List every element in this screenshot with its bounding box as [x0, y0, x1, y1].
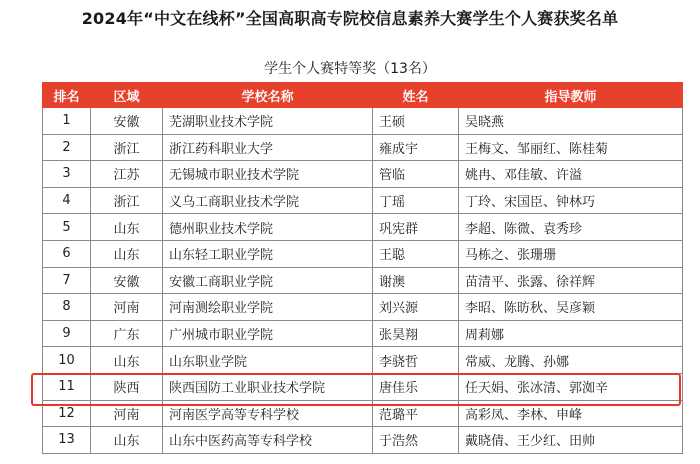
name-cell: 王硕: [373, 108, 459, 135]
advisors-cell: 马栋之、张珊珊: [459, 240, 683, 267]
advisors-cell: 姚冉、邓佳敏、许溢: [459, 161, 683, 188]
column-header-region: 区域: [91, 83, 163, 108]
name-cell: 张昊翔: [373, 320, 459, 347]
table-row: [43, 347, 683, 374]
advisors-cell: 高彩凤、李林、申峰: [459, 400, 683, 427]
school-cell: 陕西国防工业职业技术学院: [163, 373, 373, 400]
school-cell: 安徽工商职业学院: [163, 267, 373, 294]
region-cell: 河南: [91, 400, 163, 427]
rank-cell: 10: [43, 347, 91, 374]
region-cell: 浙江: [91, 187, 163, 214]
name-cell: 唐佳乐: [373, 373, 459, 400]
table-row: [43, 373, 683, 400]
awards-table: [42, 82, 683, 454]
name-cell: 王聪: [373, 240, 459, 267]
advisors-cell: 王梅文、邹丽红、陈桂菊: [459, 134, 683, 161]
table-row: [43, 240, 683, 267]
rank-cell: 4: [43, 187, 91, 214]
region-cell: 山东: [91, 427, 163, 454]
section-title: 学生个人赛特等奖（13名）: [264, 61, 436, 77]
name-cell: 丁瑶: [373, 187, 459, 214]
table-row: [43, 214, 683, 241]
name-cell: 雍成宇: [373, 134, 459, 161]
rank-cell: 13: [43, 427, 91, 454]
school-cell: 义乌工商职业技术学院: [163, 187, 373, 214]
region-cell: 安徽: [91, 267, 163, 294]
advisors-cell: 李超、陈微、袁秀珍: [459, 214, 683, 241]
school-cell: 河南测绘职业学院: [163, 294, 373, 321]
school-cell: 山东中医药高等专科学校: [163, 427, 373, 454]
school-cell: 广州城市职业学院: [163, 320, 373, 347]
region-cell: 河南: [91, 294, 163, 321]
column-header-advisors: 指导教师: [459, 83, 683, 108]
advisors-cell: 常威、龙腾、孙娜: [459, 347, 683, 374]
advisors-cell: 丁玲、宋国臣、钟林巧: [459, 187, 683, 214]
advisors-cell: 苗清平、张露、徐祥辉: [459, 267, 683, 294]
column-header-name: 姓名: [373, 83, 459, 108]
table-row: [43, 427, 683, 454]
table-header-row: [43, 83, 683, 108]
region-cell: 山东: [91, 347, 163, 374]
rank-cell: 11: [43, 373, 91, 400]
region-cell: 陕西: [91, 373, 163, 400]
table-row: [43, 320, 683, 347]
name-cell: 李骁哲: [373, 347, 459, 374]
table-row: [43, 267, 683, 294]
advisors-cell: 任天娟、张冰清、郭洳辛: [459, 373, 683, 400]
school-cell: 德州职业技术学院: [163, 214, 373, 241]
school-cell: 河南医学高等专科学校: [163, 400, 373, 427]
table-row: [43, 161, 683, 188]
column-header-school: 学校名称: [163, 83, 373, 108]
document-title: 2024年“中文在线杯”全国高职高专院校信息素养大赛学生个人赛获奖名单: [81, 9, 619, 28]
rank-cell: 1: [43, 108, 91, 135]
region-cell: 江苏: [91, 161, 163, 188]
table-row: [43, 400, 683, 427]
rank-cell: 6: [43, 240, 91, 267]
rank-cell: 5: [43, 214, 91, 241]
table-row: [43, 134, 683, 161]
table-row: [43, 294, 683, 321]
region-cell: 安徽: [91, 108, 163, 135]
school-cell: 无锡城市职业技术学院: [163, 161, 373, 188]
rank-cell: 3: [43, 161, 91, 188]
rank-cell: 2: [43, 134, 91, 161]
name-cell: 范璐平: [373, 400, 459, 427]
advisors-cell: 吴晓燕: [459, 108, 683, 135]
table-row: [43, 187, 683, 214]
name-cell: 刘兴源: [373, 294, 459, 321]
region-cell: 浙江: [91, 134, 163, 161]
rank-cell: 12: [43, 400, 91, 427]
rank-cell: 8: [43, 294, 91, 321]
column-header-rank: 排名: [43, 83, 91, 108]
school-cell: 山东职业学院: [163, 347, 373, 374]
school-cell: 山东轻工职业学院: [163, 240, 373, 267]
advisors-cell: 周莉娜: [459, 320, 683, 347]
name-cell: 于浩然: [373, 427, 459, 454]
region-cell: 山东: [91, 240, 163, 267]
name-cell: 谢澳: [373, 267, 459, 294]
name-cell: 管临: [373, 161, 459, 188]
school-cell: 芜湖职业技术学院: [163, 108, 373, 135]
name-cell: 巩宪群: [373, 214, 459, 241]
rank-cell: 7: [43, 267, 91, 294]
school-cell: 浙江药科职业大学: [163, 134, 373, 161]
region-cell: 山东: [91, 214, 163, 241]
advisors-cell: 李昭、陈昉秋、吴彦颖: [459, 294, 683, 321]
table-row: [43, 108, 683, 135]
advisors-cell: 戴晓倩、王少红、田帅: [459, 427, 683, 454]
region-cell: 广东: [91, 320, 163, 347]
rank-cell: 9: [43, 320, 91, 347]
